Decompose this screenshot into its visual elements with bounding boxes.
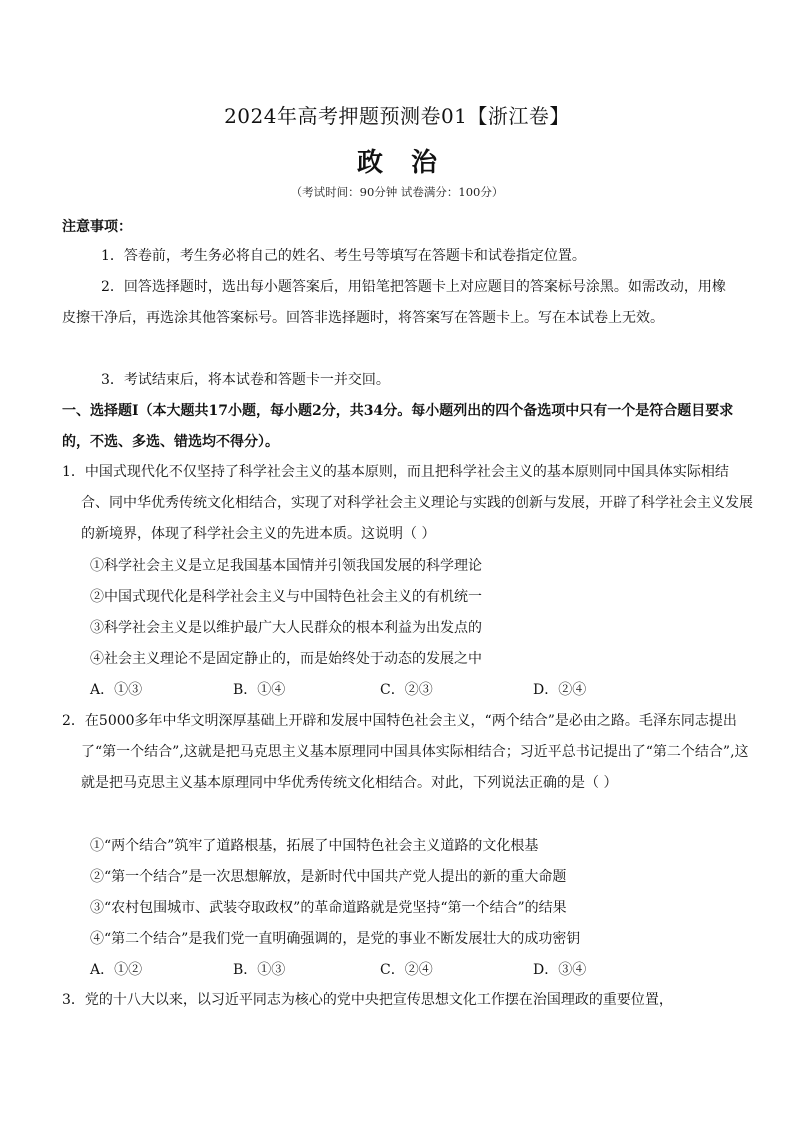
choice-a: A．①② (90, 962, 143, 978)
section-heading: 一、选择题Ⅰ（本大题共17小题，每小题2分，共34分。每小题列出的四个备选项中只有一个是符合题目要求的，不选、多选、错选均不得分）。 (62, 403, 734, 450)
question-3-stem: 3．党的十八大以来，以习近平同志为核心的党中央把宣传思想文化工作摆在治国理政的重要位置， (62, 992, 673, 1008)
choice-b: B．①③ (233, 962, 286, 978)
choice-d: D．②④ (533, 682, 587, 698)
notice-item: 3．考试结束后，将本试卷和答题卡一并交回。 (101, 372, 390, 388)
question-1-option: ④社会主义理论不是固定静止的，而是始终处于动态的发展之中 (90, 651, 482, 667)
question-2-stem: 2．在5000多年中华文明深厚基础上开辟和发展中国特色社会主义，“两个结合”是必由之路。毛泽东同志提出了“第一个结合”,这就是把马克思主义基本原理同中国具体实际相结合；习近平总书记提出了“第二个结合”,这就是把马克思主义基本原理同中华优秀传统文化相结合。对此，下列说法正确的是（ ） (62, 713, 749, 791)
choice-c: C．②④ (380, 962, 433, 978)
question-1-option: ③科学社会主义是以维护最广大人民群众的根本利益为出发点的 (90, 620, 482, 636)
choice-d: D．③④ (533, 962, 587, 978)
choice-b: B．①④ (233, 682, 286, 698)
exam-info: （考试时间：90分钟 试卷满分：100分） (290, 185, 504, 199)
question-2-choices (90, 955, 710, 986)
choice-a: A．①③ (90, 682, 143, 698)
question-2-option: ①“两个结合”筑牢了道路根基，拓展了中国特色社会主义道路的文化根基 (90, 838, 539, 854)
question-1-option: ①科学社会主义是立足我国基本国情并引领我国发展的科学理论 (90, 558, 482, 574)
question-1-choices (90, 675, 710, 706)
notice-item: 1．答卷前，考生务必将自己的姓名、考生号等填写在答题卡和试卷指定位置。 (101, 248, 586, 264)
subject-title: 政治 (356, 148, 465, 178)
choice-c: C．②③ (380, 682, 433, 698)
notice-item: 2．回答选择题时，选出每小题答案后，用铅笔把答题卡上对应题目的答案标号涂黑。如需改动，用橡皮擦干净后，再选涂其他答案标号。回答非选择题时，将答案写在答题卡上。写在本试卷上无效。 (62, 279, 726, 326)
question-2-option: ③“农村包围城市、武装夺取政权”的革命道路就是党坚持“第一个结合”的结果 (90, 900, 567, 916)
question-1-stem: 1．中国式现代化不仅坚持了科学社会主义的基本原则，而且把科学社会主义的基本原则同中国具体实际相结合、同中华优秀传统文化相结合，实现了对科学社会主义理论与实践的创新与发展，开辟了科学社会主义发展的新境界，体现了科学社会主义的先进本质。这说明（ ） (62, 464, 753, 542)
question-2-option: ②“第一个结合”是一次思想解放，是新时代中国共产党人提出的新的重大命题 (90, 869, 567, 885)
exam-title: 2024年高考押题预测卷01【浙江卷】 (224, 104, 570, 128)
question-2-option: ④“第二个结合”是我们党一直明确强调的，是党的事业不断发展壮大的成功密钥 (90, 931, 581, 947)
notices-title: 注意事项： (62, 219, 132, 235)
question-1-option: ②中国式现代化是科学社会主义与中国特色社会主义的有机统一 (90, 589, 482, 605)
